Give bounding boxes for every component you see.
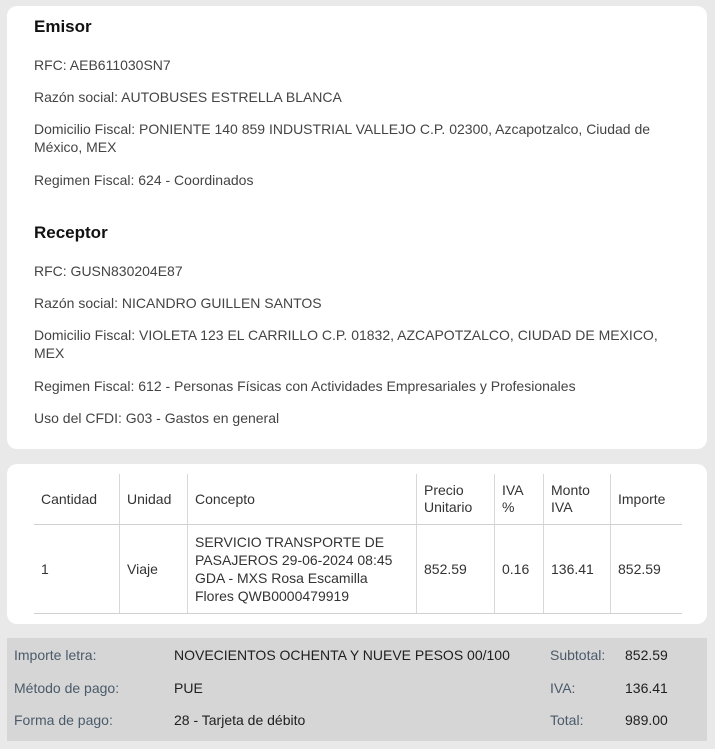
cell-precio-unitario: 852.59 bbox=[417, 525, 495, 614]
total-value: 989.00 bbox=[625, 712, 668, 728]
header-concepto: Concepto bbox=[188, 474, 417, 525]
header-monto-iva: Monto IVA bbox=[544, 474, 611, 525]
receptor-razon-social: Razón social: NICANDRO GUILLEN SANTOS bbox=[34, 295, 322, 311]
emisor-domicilio: Domicilio Fiscal: PONIENTE 140 859 INDUSTRIAL VALLEJO C.P. 02300, Azcapotzalco, Ciudad de México, MEX bbox=[34, 121, 651, 155]
forma-pago-value: 28 - Tarjeta de débito bbox=[174, 712, 306, 728]
emisor-title: Emisor bbox=[34, 17, 92, 36]
receptor-domicilio: Domicilio Fiscal: VIOLETA 123 EL CARRILLO C.P. 01832, AZCAPOTZALCO, CIUDAD DE MEXICO, MEX bbox=[34, 327, 658, 361]
header-importe: Importe bbox=[611, 474, 683, 525]
table-row bbox=[34, 525, 682, 614]
emisor-rfc: RFC: AEB611030SN7 bbox=[34, 57, 171, 73]
receptor-uso-cfdi: Uso del CFDI: G03 - Gastos en general bbox=[34, 410, 280, 426]
items-header-row bbox=[34, 474, 682, 525]
emisor-regimen: Regimen Fiscal: 624 - Coordinados bbox=[34, 172, 254, 188]
items-table bbox=[34, 474, 682, 614]
iva-value: 136.41 bbox=[625, 680, 668, 696]
receptor-rfc: RFC: GUSN830204E87 bbox=[34, 263, 183, 279]
emisor-razon-social: Razón social: AUTOBUSES ESTRELLA BLANCA bbox=[34, 89, 342, 105]
items-card bbox=[7, 464, 707, 624]
iva-label: IVA: bbox=[550, 680, 576, 696]
metodo-pago-value: PUE bbox=[174, 680, 203, 696]
cell-importe: 852.59 bbox=[611, 525, 683, 614]
importe-letra-label: Importe letra: bbox=[14, 647, 97, 663]
summary-panel bbox=[7, 638, 707, 741]
header-precio-unitario: Precio Unitario bbox=[417, 474, 495, 525]
metodo-pago-label: Método de pago: bbox=[14, 680, 120, 696]
header-unidad: Unidad bbox=[120, 474, 188, 525]
total-label: Total: bbox=[550, 712, 584, 728]
parties-card bbox=[7, 6, 707, 449]
importe-letra-value: NOVECIENTOS OCHENTA Y NUEVE PESOS 00/100 bbox=[174, 647, 510, 663]
header-cantidad: Cantidad bbox=[34, 474, 120, 525]
receptor-regimen: Regimen Fiscal: 612 - Personas Físicas con Actividades Empresariales y Profesionales bbox=[34, 378, 576, 394]
header-iva-pct: IVA % bbox=[495, 474, 544, 525]
cell-concepto: SERVICIO TRANSPORTE DE PASAJEROS 29-06-2024 08:45 GDA - MXS Rosa Escamilla Flores QWB0000479919 bbox=[188, 525, 417, 614]
subtotal-label: Subtotal: bbox=[550, 647, 606, 663]
cell-unidad: Viaje bbox=[120, 525, 188, 614]
subtotal-value: 852.59 bbox=[625, 647, 668, 663]
forma-pago-label: Forma de pago: bbox=[14, 712, 113, 728]
receptor-title: Receptor bbox=[34, 223, 108, 242]
cell-monto-iva: 136.41 bbox=[544, 525, 611, 614]
cell-iva-pct: 0.16 bbox=[495, 525, 544, 614]
cell-cantidad: 1 bbox=[34, 525, 120, 614]
